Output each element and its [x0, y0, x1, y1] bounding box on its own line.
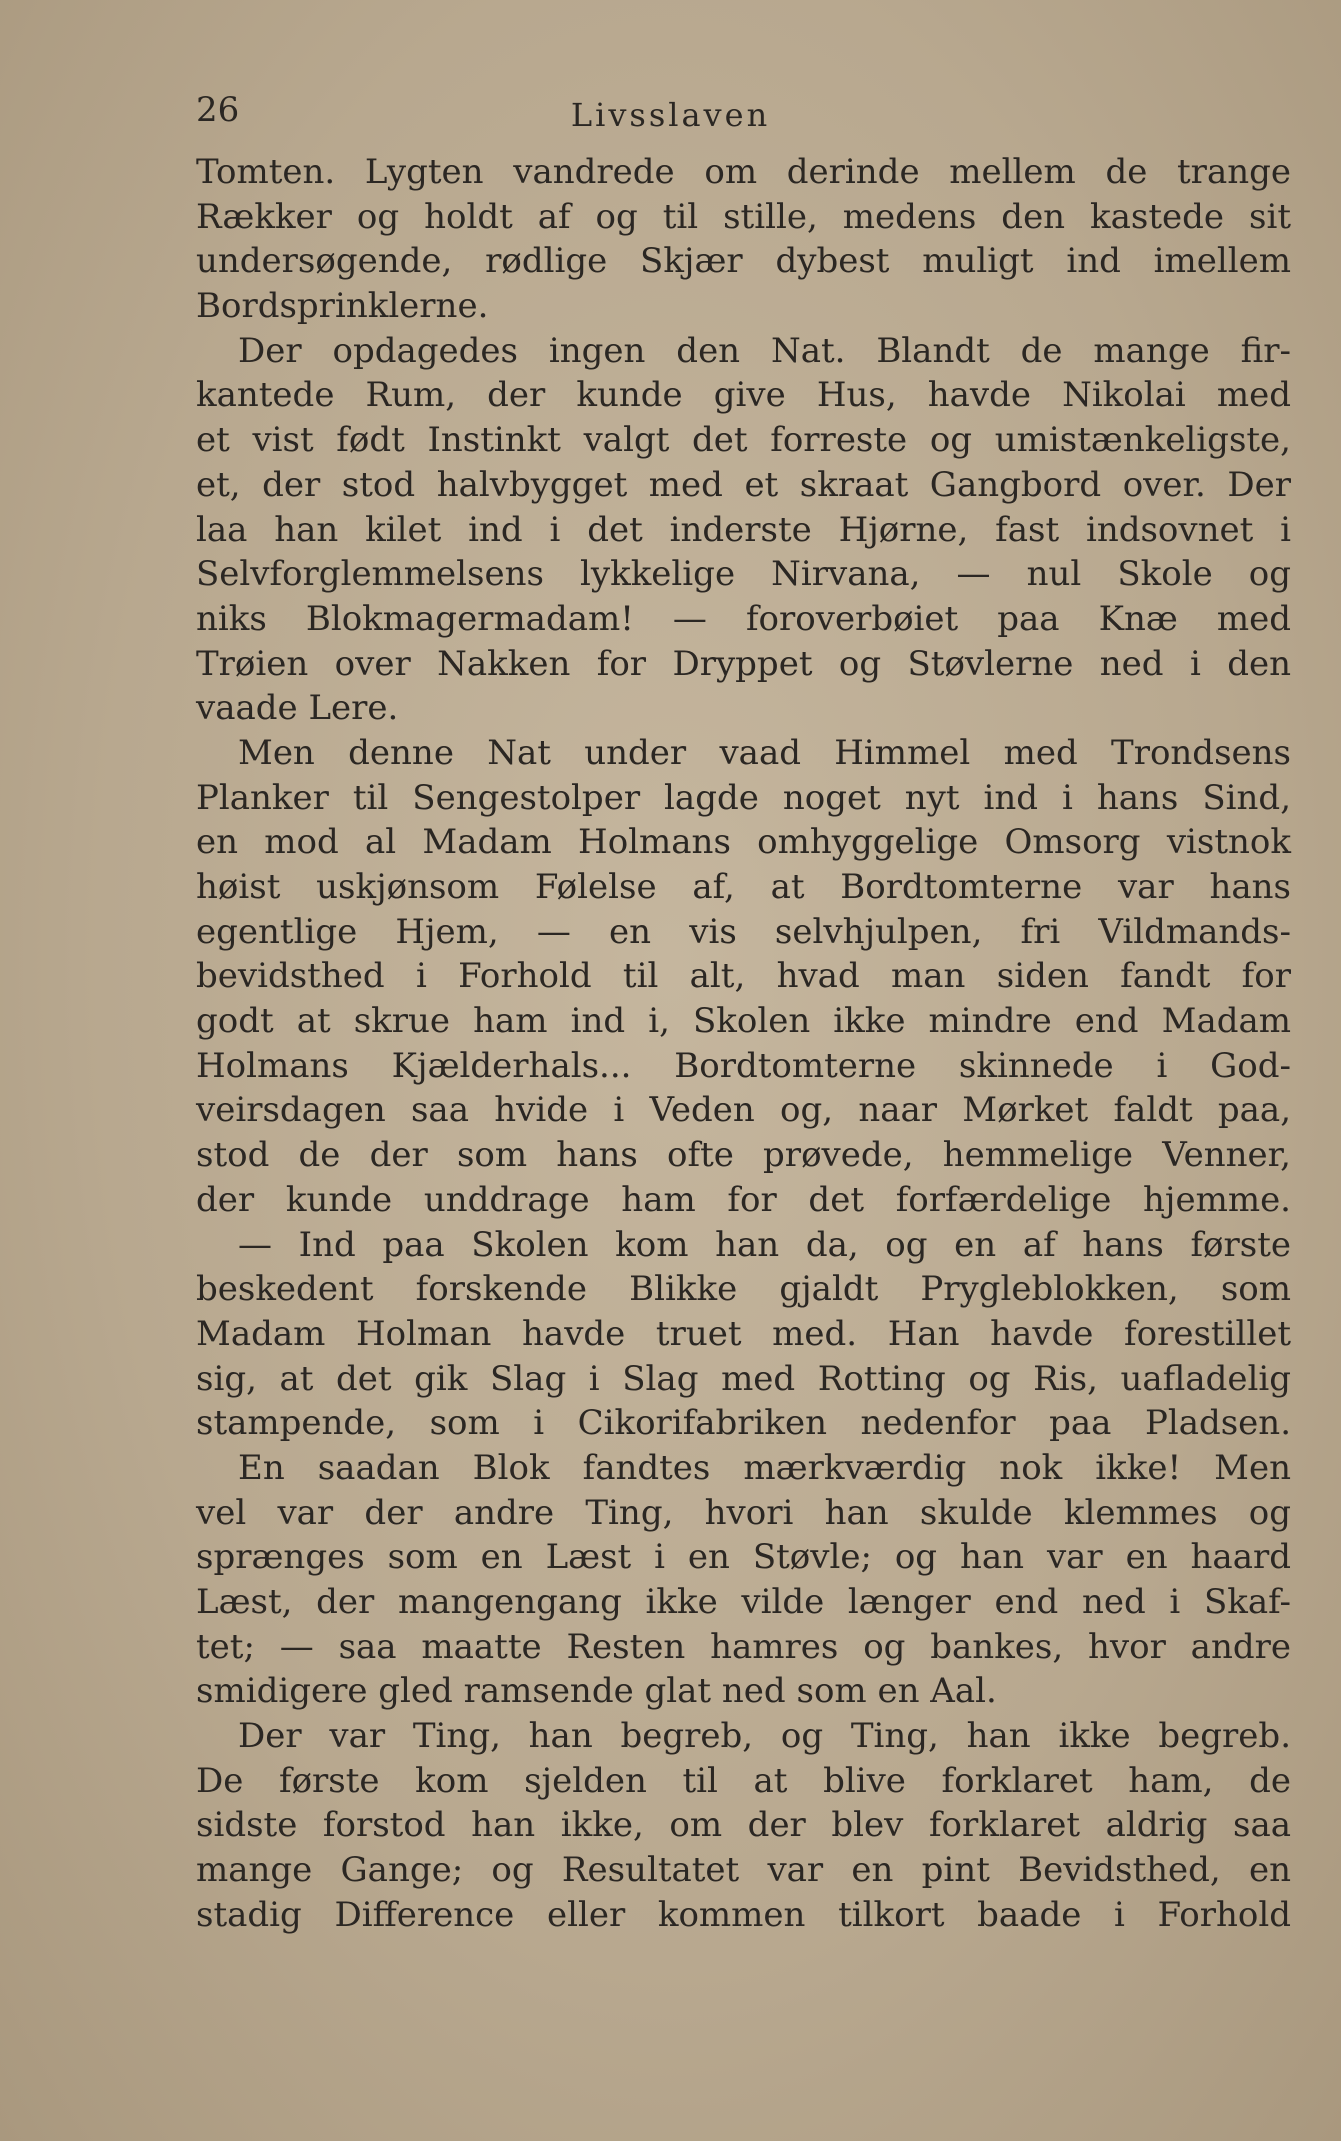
text-line: undersøgende, rødlige Skjær dybest muligt ind imellem — [196, 241, 1291, 282]
text-line: Der opdagedes ingen den Nat. Blandt de mange fir- — [238, 330, 1291, 371]
text-line: et vist født Instinkt valgt det forreste og umistænkeligste, — [196, 420, 1291, 461]
text-line: mange Gange; og Resultatet var en pint Bevidsthed, en — [196, 1850, 1291, 1891]
text-line: stod de der som hans ofte prøvede, hemmelige Venner, — [196, 1135, 1291, 1176]
text-line: stadig Difference eller kommen tilkort baade i Forhold — [196, 1894, 1291, 1935]
text-line: kantede Rum, der kunde give Hus, havde Nikolai med — [196, 375, 1291, 416]
page-number: 26 — [196, 90, 240, 130]
text-line: sig, at det gik Slag i Slag med Rotting og Ris, uafladelig — [196, 1358, 1291, 1399]
text-line: egentlige Hjem, — en vis selvhjulpen, fri Vildmands- — [196, 911, 1291, 952]
text-line: en mod al Madam Holmans omhyggelige Omsorg vistnok — [196, 822, 1291, 863]
text-line: Bordsprinklerne. — [196, 286, 489, 327]
text-line: niks Blokmagermadam! — foroverbøiet paa Knæ med — [196, 598, 1291, 639]
text-line: vel var der andre Ting, hvori han skulde klemmes og — [196, 1492, 1291, 1533]
text-line: Trøien over Nakken for Dryppet og Støvlerne ned i den — [196, 643, 1291, 684]
text-line: laa han kilet ind i det inderste Hjørne, fast indsovnet i — [196, 509, 1291, 550]
text-line: høist uskjønsom Følelse af, at Bordtomterne var hans — [196, 867, 1291, 907]
text-line: bevidsthed i Forhold til alt, hvad man siden fandt for — [196, 956, 1291, 997]
text-line: sprænges som en Læst i en Støvle; og han var en haard — [196, 1537, 1291, 1578]
text-line: Men denne Nat under vaad Himmel med Trondsens — [238, 732, 1291, 773]
text-line: smidigere gled ramsende glat ned som en Aal. — [196, 1671, 997, 1712]
text-line: et, der stod halvbygget med et skraat Gangbord over. Der — [196, 464, 1291, 505]
text-line: Planker til Sengestolper lagde noget nyt ind i hans Sind, — [196, 777, 1291, 818]
text-line: beskedent forskende Blikke gjaldt Prygleblokken, som — [196, 1269, 1291, 1310]
text-line: godt at skrue ham ind i, Skolen ikke mindre end Madam — [196, 1001, 1291, 1042]
text-line: Holmans Kjælderhals... Bordtomterne skinnede i God- — [196, 1045, 1291, 1086]
text-line: Læst, der mangengang ikke vilde længer end ned i Skaf- — [196, 1582, 1291, 1622]
text-line: sidste forstod han ikke, om der blev forklaret aldrig saa — [196, 1805, 1291, 1846]
text-line: Der var Ting, han begreb, og Ting, han ikke begreb. — [238, 1716, 1291, 1757]
text-line: tet; — saa maatte Resten hamres og bankes, hvor andre — [196, 1626, 1291, 1667]
text-line: De første kom sjelden til at blive forklaret ham, de — [196, 1760, 1291, 1801]
text-line: veirsdagen saa hvide i Veden og, naar Mørket faldt paa, — [196, 1090, 1291, 1131]
text-line: — Ind paa Skolen kom han da, og en af hans første — [238, 1224, 1291, 1265]
text-line: der kunde unddrage ham for det forfærdelige hjemme. — [196, 1179, 1291, 1220]
running-title: Livsslaven — [570, 96, 771, 134]
text-line: Selvforglemmelsens lykkelige Nirvana, — nul Skole og — [196, 554, 1291, 595]
text-line: En saadan Blok fandtes mærkværdig nok ikke! Men — [238, 1447, 1291, 1488]
text-line: stampende, som i Cikorifabriken nedenfor paa Pladsen. — [196, 1403, 1291, 1444]
text-line: Madam Holman havde truet med. Han havde forestillet — [196, 1313, 1291, 1354]
text-line: Rækker og holdt af og til stille, medens den kastede sit — [196, 196, 1291, 237]
text-line: vaade Lere. — [196, 688, 399, 729]
text-line: Tomten. Lygten vandrede om derinde mellem de trange — [196, 152, 1291, 192]
body-text — [196, 150, 1291, 1938]
